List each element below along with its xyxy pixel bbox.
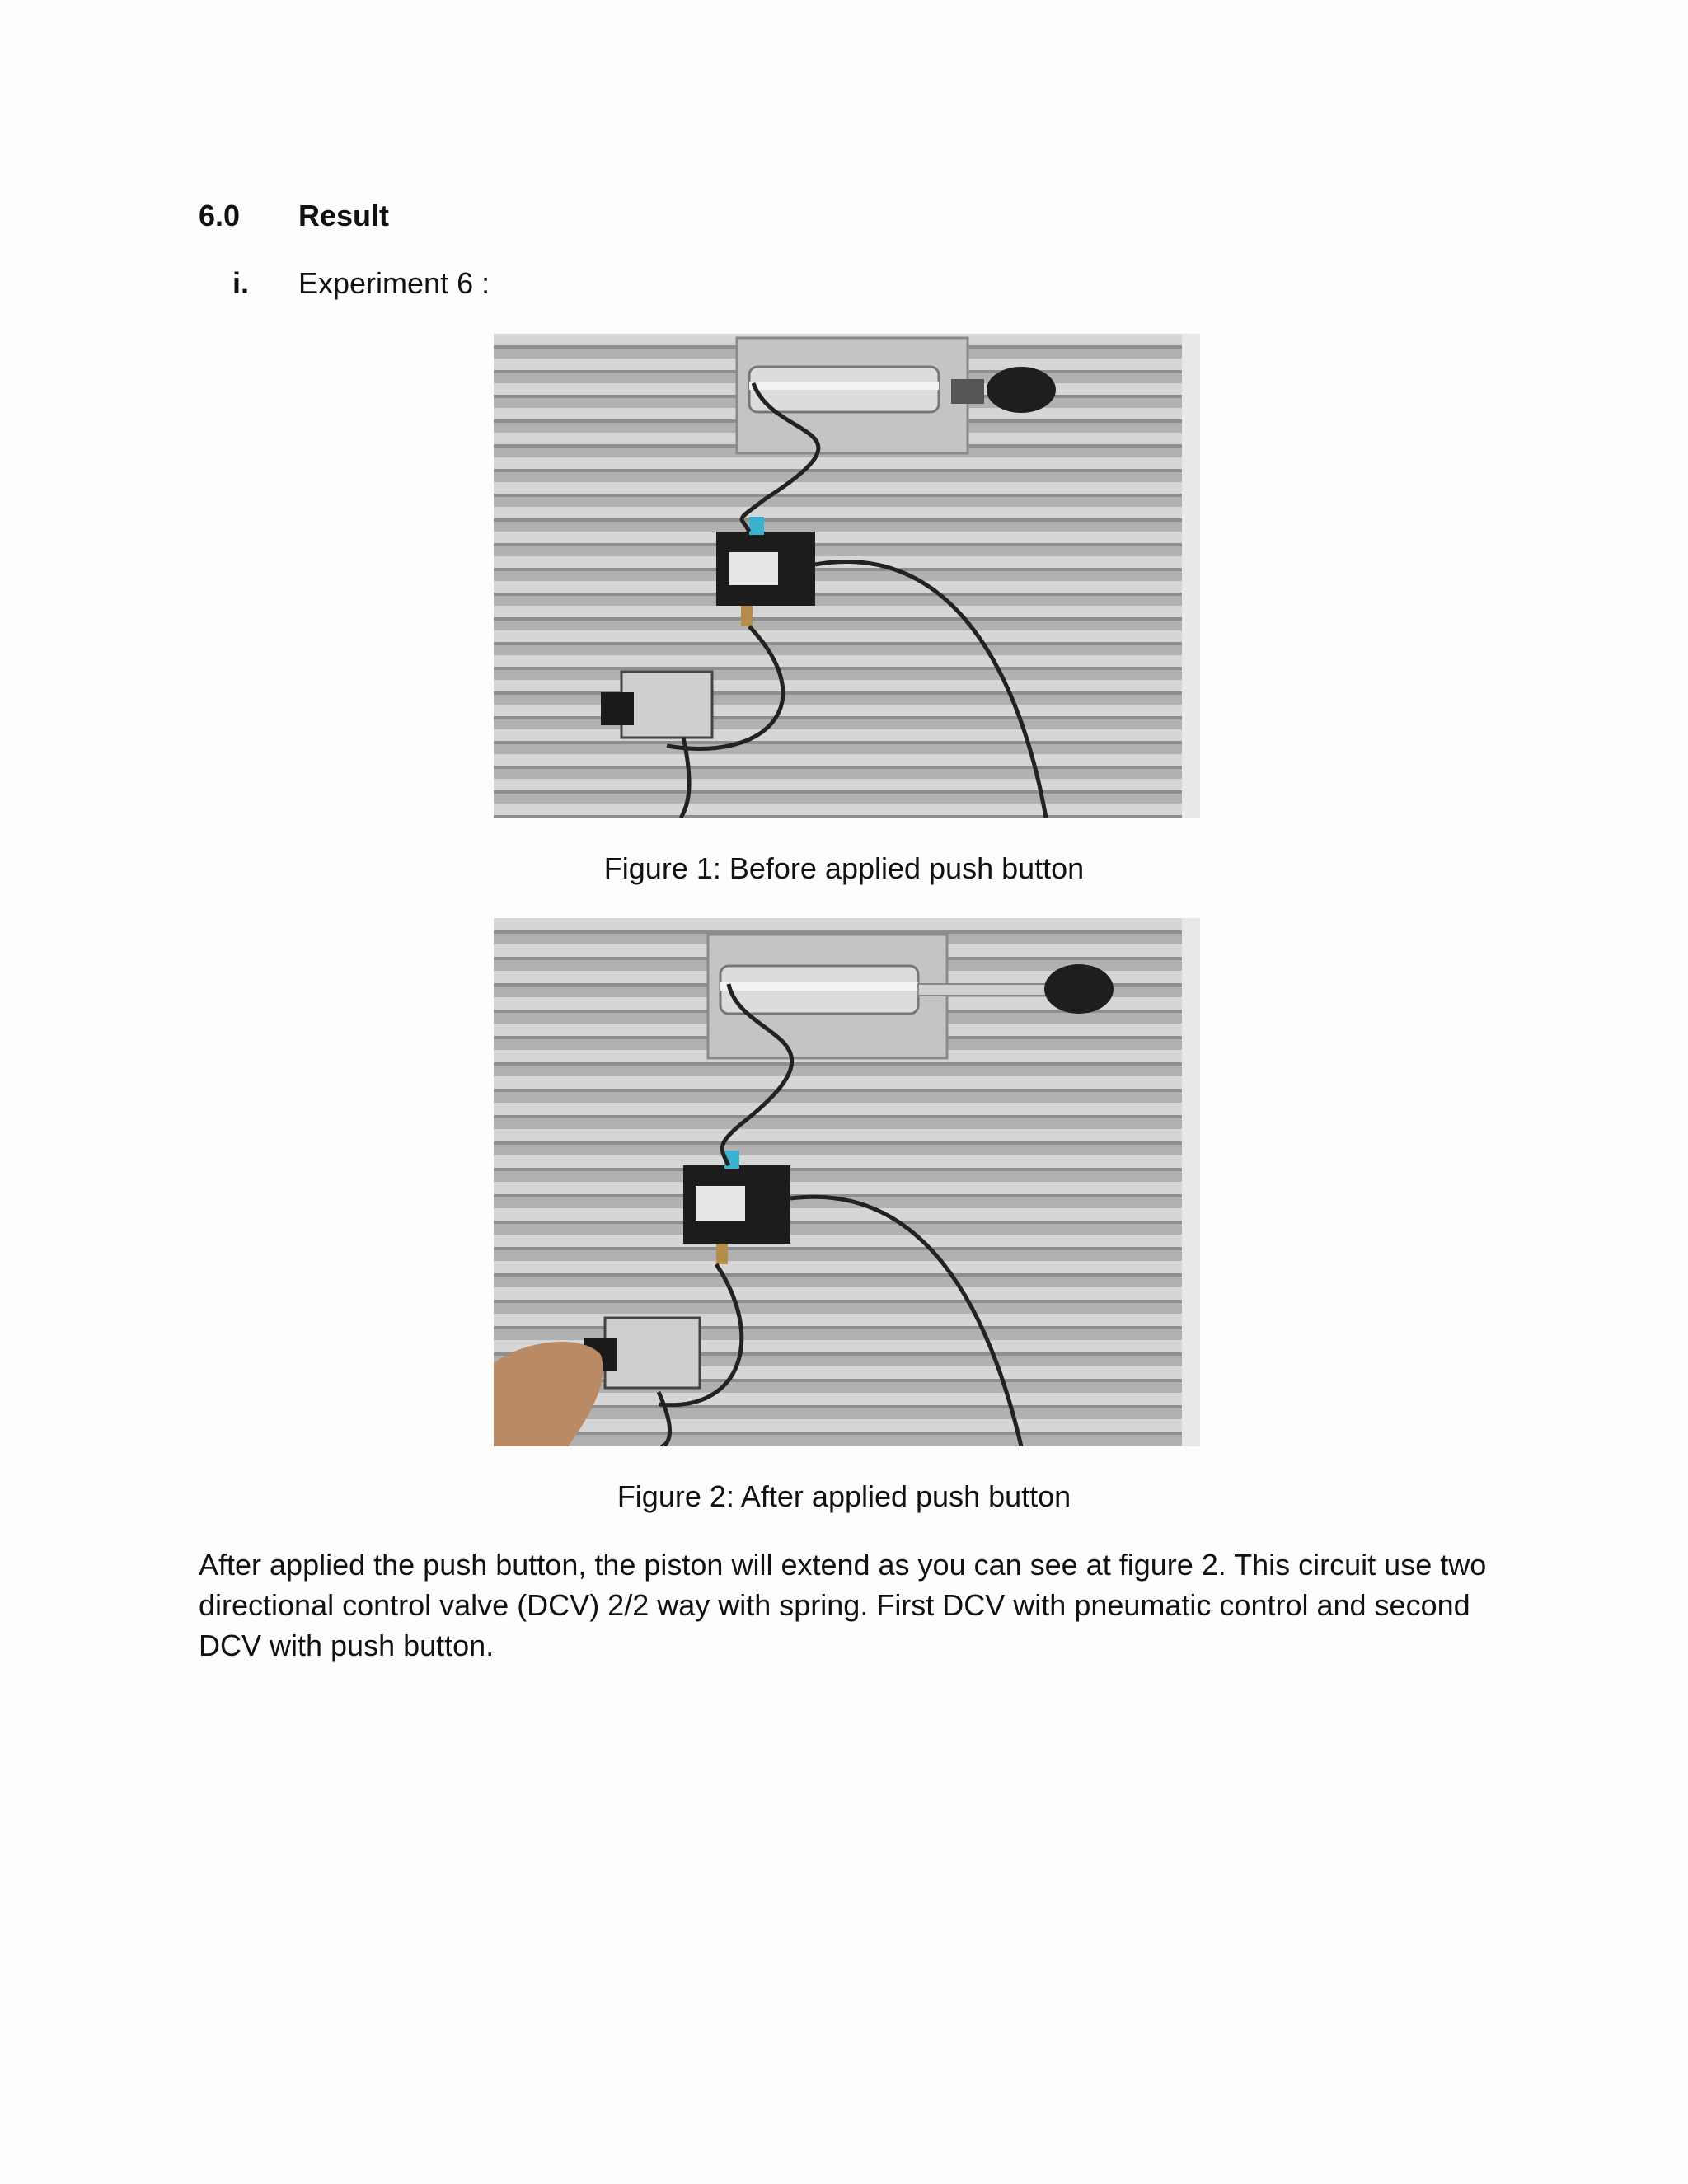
figure-1-photo [494,334,1200,818]
list-marker: i. [232,266,250,300]
section-title: Result [298,199,390,232]
figure-2-caption: Figure 2: After applied push button [617,1479,1071,1513]
section-number: 6.0 [199,199,241,232]
list-item-label: Experiment 6 : [298,266,490,300]
result-paragraph: After applied the push button, the piston will extend as you can see at figure 2. This circuit use two directional control valve (DCV) 2/2 way with spring. First DCV with pneumatic control and second DCV with push button. [199,1548,1487,1662]
figure-2-photo [494,918,1200,1446]
figure-1-caption: Figure 1: Before applied push button [603,851,1085,885]
section-heading [199,196,389,236]
list-item [199,264,490,303]
